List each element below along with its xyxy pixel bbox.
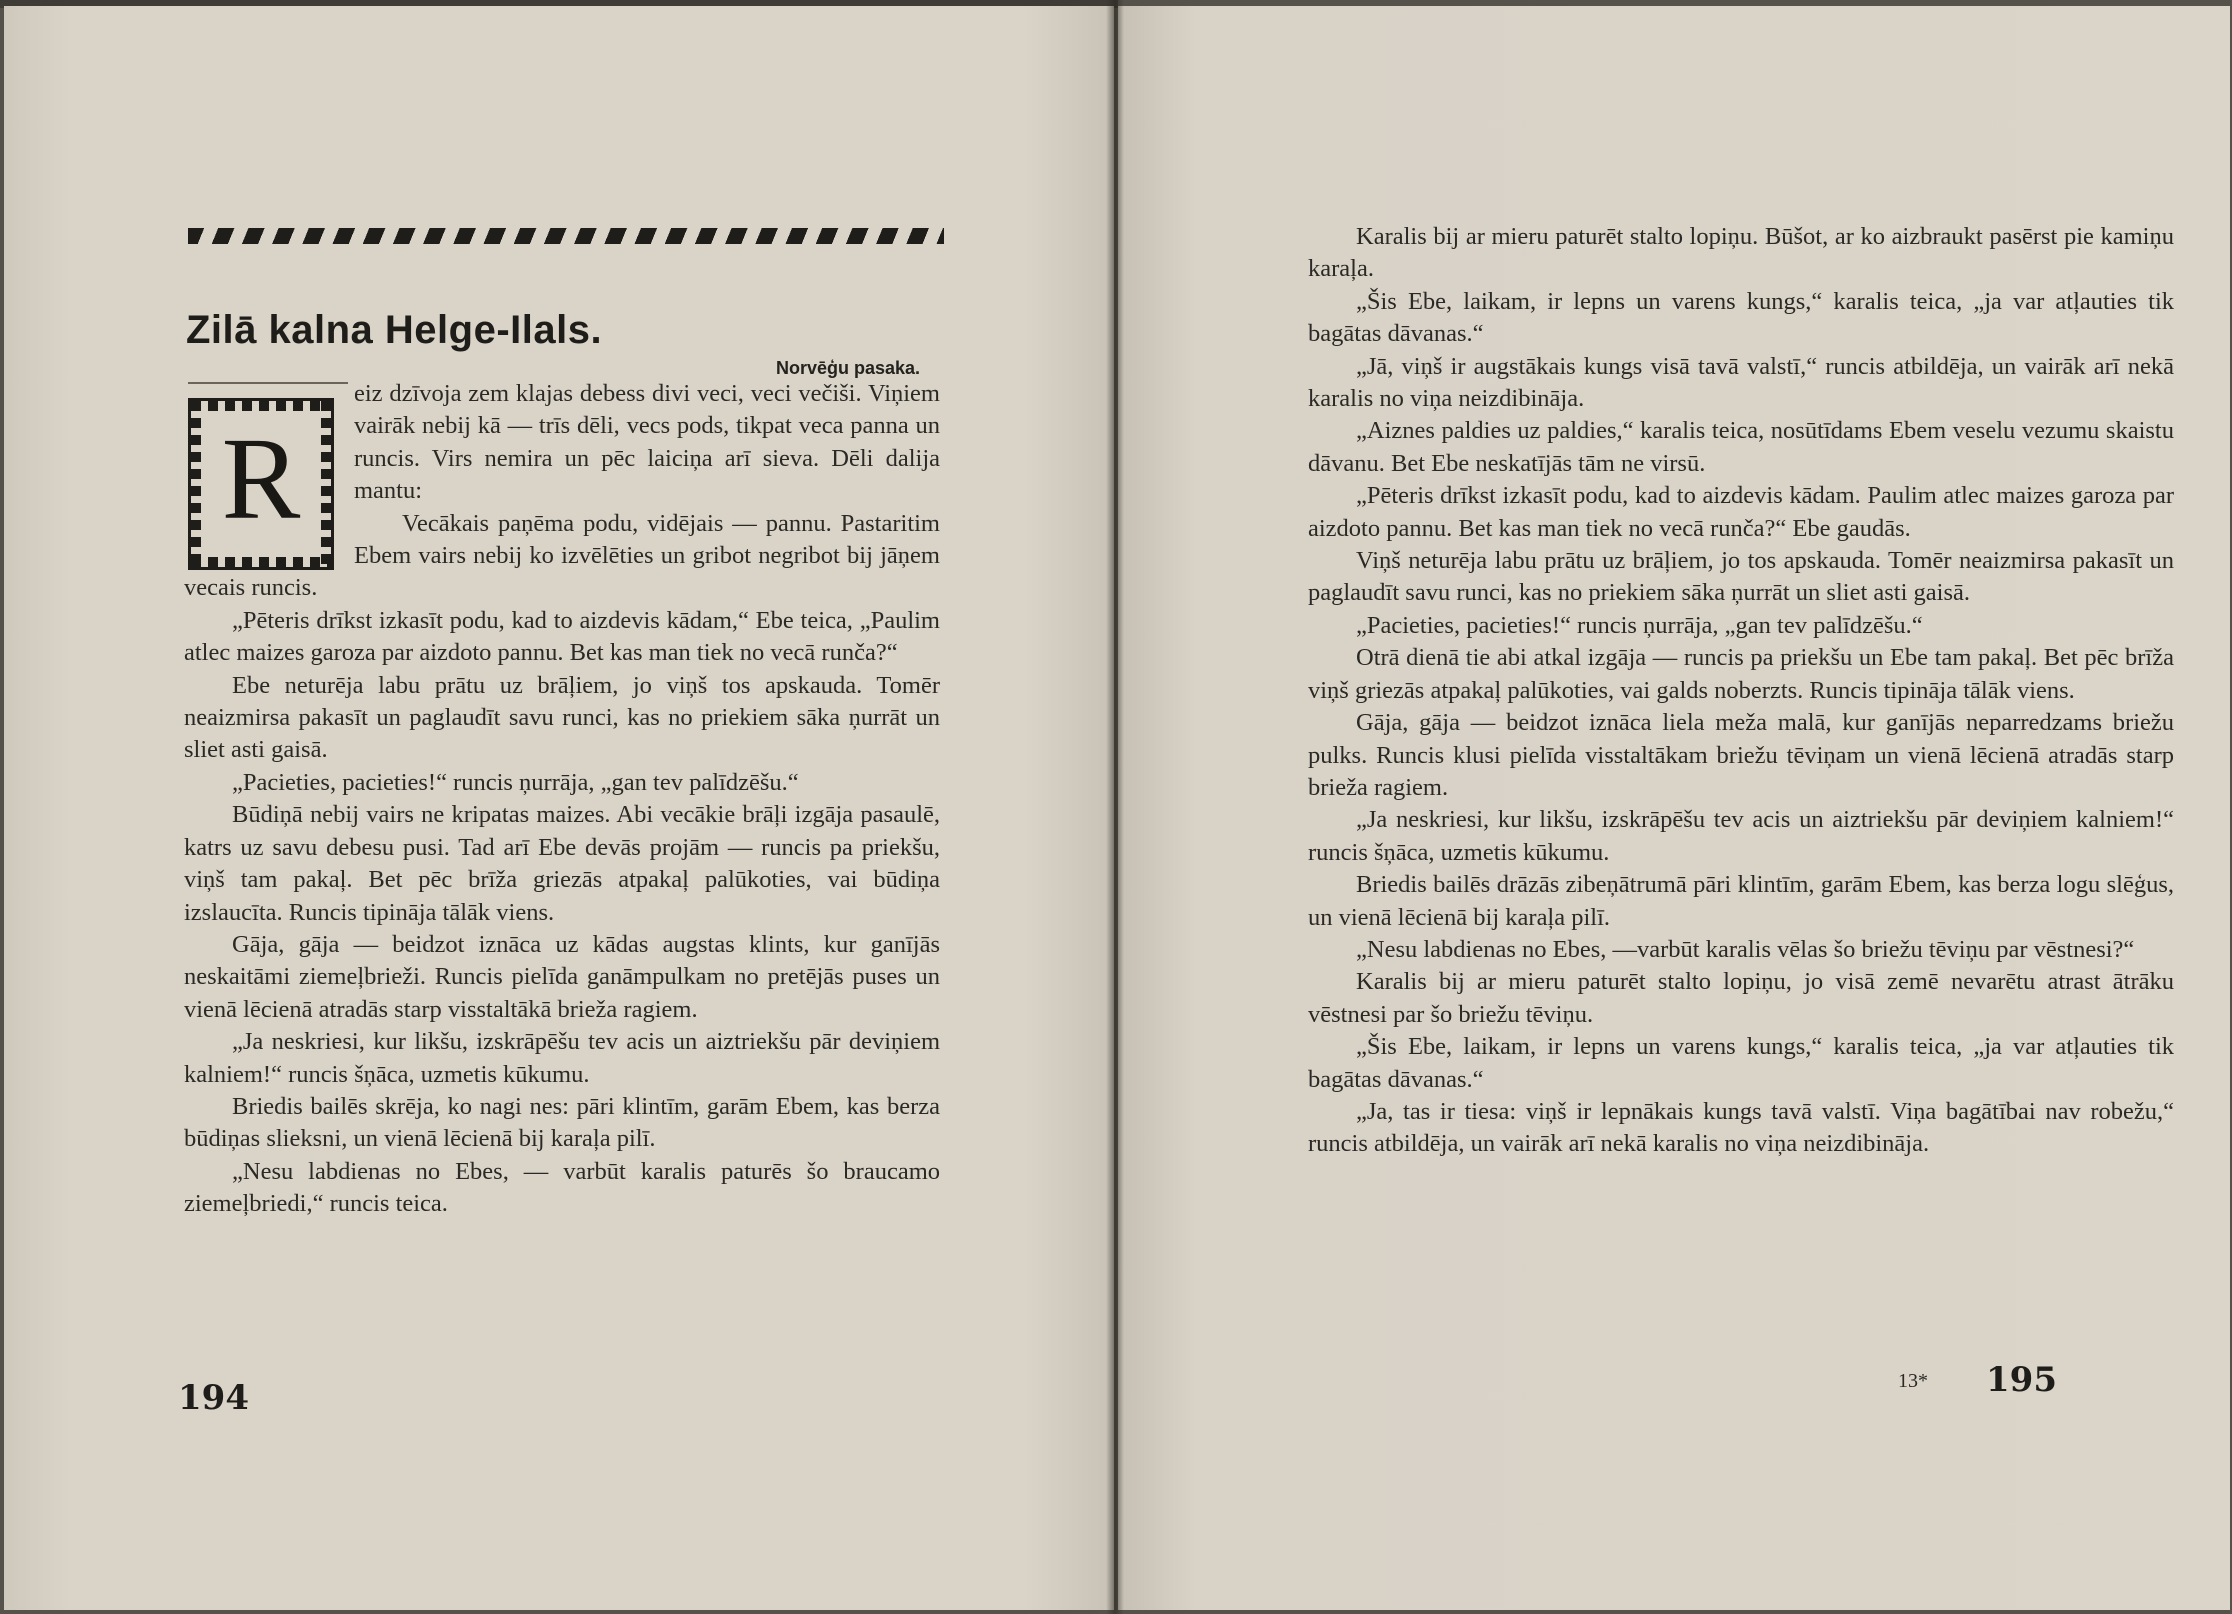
paragraph: Gāja, gāja — beidzot iznāca uz kādas augstas klints, kur ganījās neskaitāmi ziemeļbrieži. Runcis pielīda ganāmpulkam no pretējās puses un vienā lēcienā atradās starp visstaltākā brieža ragiem. xyxy=(184,930,940,1023)
paragraph: „Nesu labdienas no Ebes, — varbūt karalis paturēs šo braucamo ziemeļbriedi,“ runcis teica. xyxy=(184,1157,940,1218)
paragraph: „Šis Ebe, laikam, ir lepns un varens kungs,“ karalis teica, „ja var atļauties tik bagātas dāvanas.“ xyxy=(1308,287,2174,348)
paragraph: „Jā, viņš ir augstākais kungs visā tavā valstī,“ runcis atbildēja, un vairāk arī nekā karalis no viņa neizdibināja. xyxy=(1308,352,2174,413)
paragraph: Viņš neturēja labu prātu uz brāļiem, jo tos apskauda. Tomēr neaizmirsa pakasīt un paglaudīt savu runci, kas no priekiem sāka ņurrāt un sliet asti gaisā. xyxy=(1308,547,2174,607)
paragraph: Karalis bij ar mieru paturēt stalto lopiņu, jo visā zemē nevarētu atrast ātrāku vēstnesi par šo briežu tēviņu. xyxy=(1308,968,2174,1028)
paragraph: eiz dzīvoja zem klajas debess divi veci, veci večiši. Viņiem vairāk nebij kā — trīs dēli, vecs pods, tikpat veca panna un runcis. Virs nemira un pēc laiciņa arī sieva. Dēli dalija mantu: xyxy=(354,380,940,505)
dropcap-spacer xyxy=(184,378,354,568)
binding-gutter xyxy=(1106,0,1124,1614)
paragraph: Briedis bailēs drāzās zibeņātrumā pāri klintīm, garām Ebem, kas berza logu slēģus, un vienā lēcienā bij karaļa pilī. xyxy=(1308,871,2174,931)
paragraph: Būdiņā nebij vairs ne kripatas maizes. Abi vecākie brāļi izgāja pasaulē, katrs uz savu debesu pusi. Tad arī Ebe devās projām — runcis pa priekšu, viņš tam pakaļ. Bet pēc brīža griezās atpakaļ palūkoties, vai būdiņa izslaucīta. Runcis tipināja tālāk viens. xyxy=(184,801,940,926)
page-number: 195 xyxy=(1986,1360,2057,1400)
paragraph: Briedis bailēs skrēja, ko nagi nes: pāri klintīm, garām Ebem, kas berza būdiņas slieksni, un vienā lēcienā bij karaļa pilī. xyxy=(184,1092,940,1153)
paragraph: „Aiznes paldies uz paldies,“ karalis teica, nosūtīdams Ebem veselu vezumu skaistu dāvanu. Bet Ebe neskatījās tām ne virsū. xyxy=(1308,417,2174,477)
page-number: 194 xyxy=(178,1378,249,1418)
paragraph: „Ja, tas ir tiesa: viņš ir lepnākais kungs tavā valstī. Viņa bagātībai nav robežu,“ runcis atbildēja, un vairāk arī nekā karalis no viņa neizdibināja. xyxy=(1308,1097,2174,1158)
paragraph: „Pacieties, pacieties!“ runcis ņurrāja, „gan tev palīdzēšu.“ xyxy=(232,768,799,796)
paragraph: Gāja, gāja — beidzot iznāca liela meža malā, kur ganījās neparredzams briežu pulks. Runcis klusi pielīda visstaltākam briežu tēviņam un vienā lēcienā atradās starp brieža ragiem. xyxy=(1308,709,2174,801)
paragraph: Vecākais paņēma podu, vidējais — pannu. Pastaritim Ebem vairs nebij ko izvēlēties un gribot negribot bij jāņem vecais runcis. xyxy=(184,509,940,602)
paragraph: „Pēteris drīkst izkasīt podu, kad to aizdevis kādam,“ Ebe teica, „Paulim atlec maizes garoza par aizdoto pannu. Bet kas man tiek no vecā runča?“ xyxy=(184,606,940,667)
paragraph: Karalis bij ar mieru paturēt stalto lopiņu. Būšot, ar ko aizbraukt pasērst pie kamiņu karaļa. xyxy=(1308,223,2174,283)
paragraph: „Ja neskriesi, kur likšu, izskrāpēšu tev acis un aiztriekšu pār deviņiem kalniem!“ runcis šņāca, uzmetis kūkumu. xyxy=(1308,806,2174,866)
paragraph: „Ja neskriesi, kur likšu, izskrāpēšu tev acis un aiztriekšu pār deviņiem kalniem!“ runcis šņāca, uzmetis kūkumu. xyxy=(184,1028,940,1088)
paragraph: „Šis Ebe, laikam, ir lepns un varens kungs,“ karalis teica, „ja var atļauties tik bagātas dāvanas.“ xyxy=(1308,1033,2174,1093)
printer-signature-mark: 13* xyxy=(1898,1370,1928,1392)
right-page xyxy=(1118,6,2230,1610)
paragraph: „Pacieties, pacieties!“ runcis ņurrāja, „gan tev palīdzēšu.“ xyxy=(1356,611,1923,639)
paragraph: „Nesu labdienas no Ebes, —varbūt karalis vēlas šo briežu tēviņu par vēstnesi?“ xyxy=(1356,935,2135,963)
left-page xyxy=(4,6,1114,1610)
story-subtitle: Norvēģu pasaka. xyxy=(776,358,921,378)
paragraph: Otrā dienā tie abi atkal izgāja — runcis pa priekšu un Ebe tam pakaļ. Bet pēc brīža viņš griezās atpakaļ palūkoties, vai galds noberzts. Runcis tipināja tālāk viens. xyxy=(1308,644,2174,704)
dropcap-letter: R xyxy=(221,413,301,544)
story-title: Zilā kalna Helge-Ilals. xyxy=(186,308,603,352)
paragraph: „Pēteris drīkst izkasīt podu, kad to aizdevis kādam. Paulim atlec maizes garoza par aizdoto pannu. Bet kas man tiek no vecā runča?“ Ebe gaudās. xyxy=(1308,482,2174,542)
paragraph: Ebe neturēja labu prātu uz brāļiem, jo viņš tos apskauda. Tomēr neaizmirsa pakasīt un paglaudīt savu runci, kas no priekiem sāka ņurrāt un sliet asti gaisā. xyxy=(184,671,940,764)
left-text-column xyxy=(184,378,940,1221)
right-text-column xyxy=(1308,221,2174,1161)
decorative-border-ornament xyxy=(188,228,944,244)
